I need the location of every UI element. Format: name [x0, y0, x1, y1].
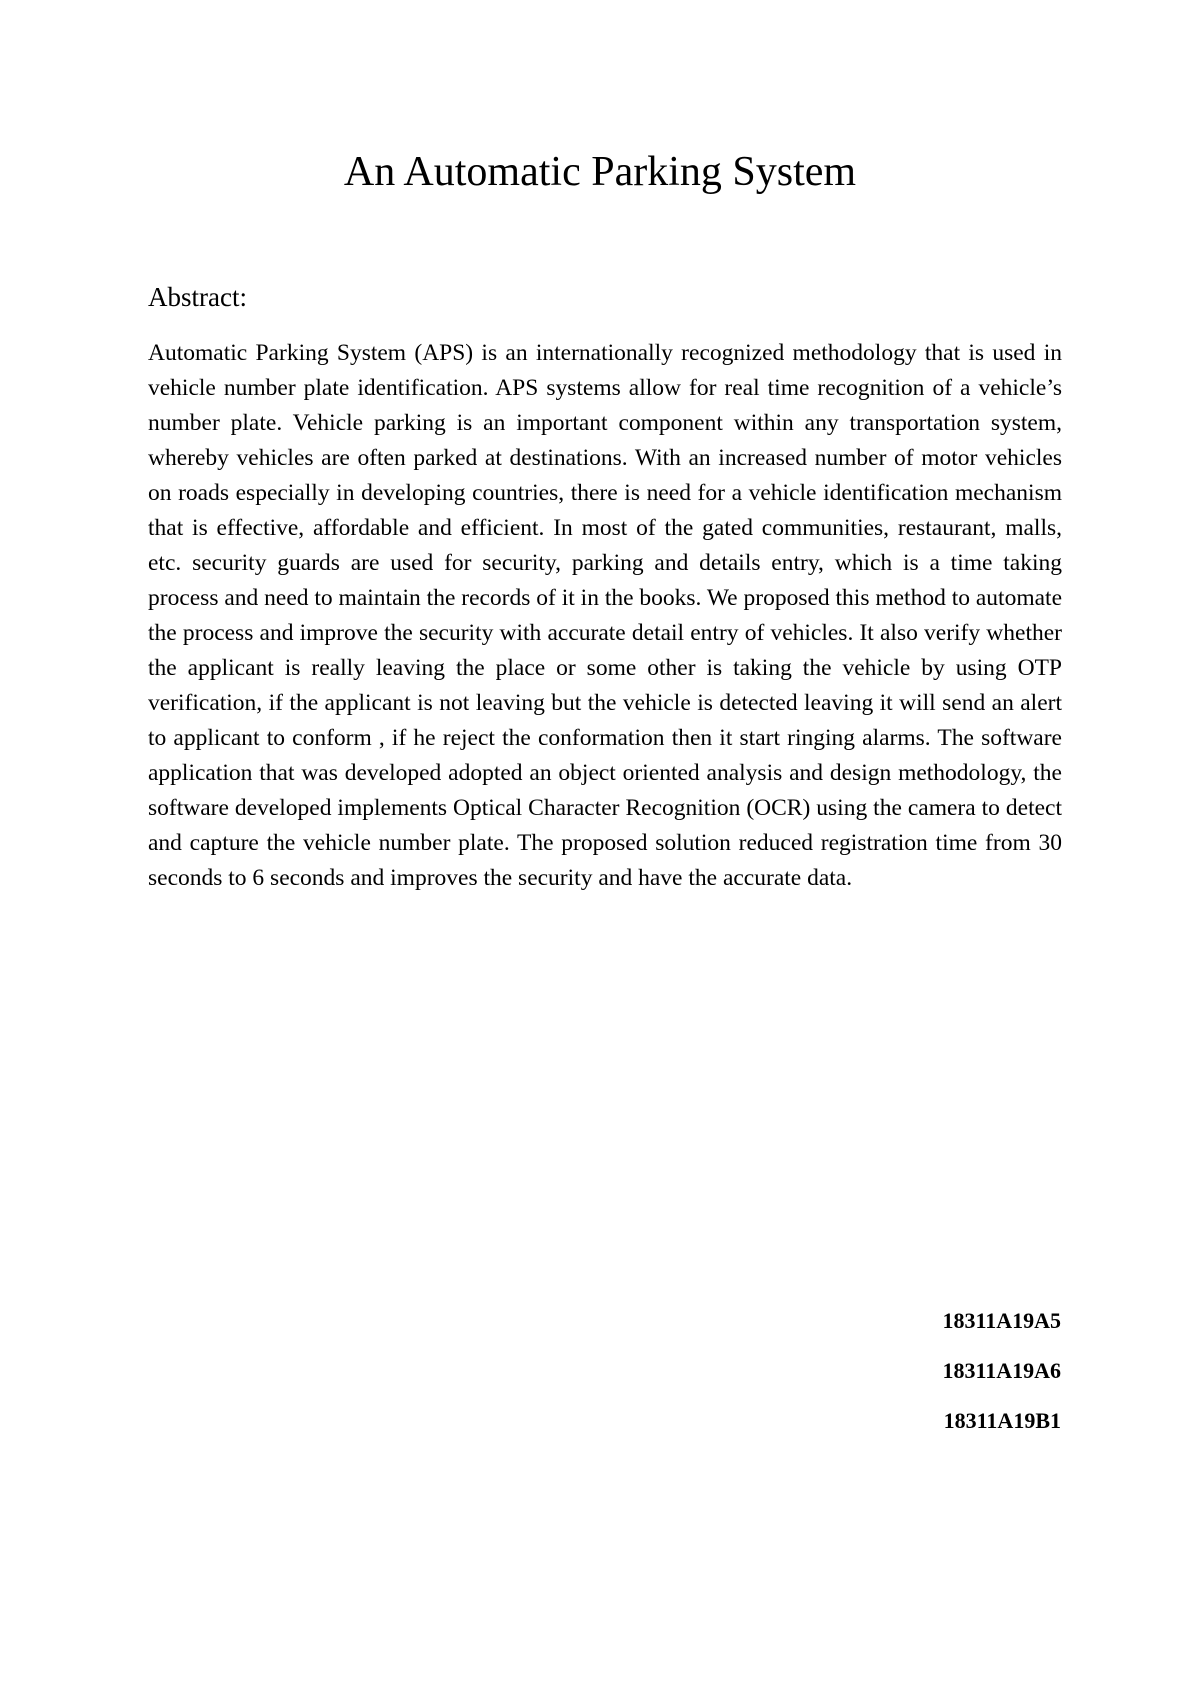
document-title: An Automatic Parking System	[343, 149, 857, 195]
roll-number: 18311A19A5	[942, 1308, 1061, 1333]
roll-number: 18311A19B1	[943, 1408, 1061, 1433]
abstract-paragraph: Automatic Parking System (APS) is an internationally recognized methodology that is used in vehicle number plate identification. APS systems allow for real time recognition of a vehicle’s number plate. Vehicle parking is an important component within any transportation system, whereby vehicles are often parked at destinations. With an increased number of motor vehicles on roads especially in developing countries, there is need for a vehicle identification mechanism that is effective, affordable and efficient. In most of the gated communities, restaurant, malls, etc. security guards are used for security, parking and details entry, which is a time taking process and need to maintain the records of it in the books. We proposed this method to automate the process and improve the security with accurate detail entry of vehicles. It also verify whether the applicant is really leaving the place or some other is taking the vehicle by using OTP verification, if the applicant is not leaving but the vehicle is detected leaving it will send an alert to applicant to conform , if he reject the conformation then it start ringing alarms. The software application that was developed adopted an object oriented analysis and design methodology, the software developed implements Optical Character Recognition (OCR) using the camera to detect and capture the vehicle number plate. The proposed solution reduced registration time from 30 seconds to 6 seconds and improves the security and have the accurate data.	[148, 340, 1062, 891]
roll-number: 18311A19A6	[942, 1358, 1061, 1383]
abstract-heading: Abstract:	[148, 282, 247, 312]
roll-number-list	[942, 1306, 1061, 1456]
